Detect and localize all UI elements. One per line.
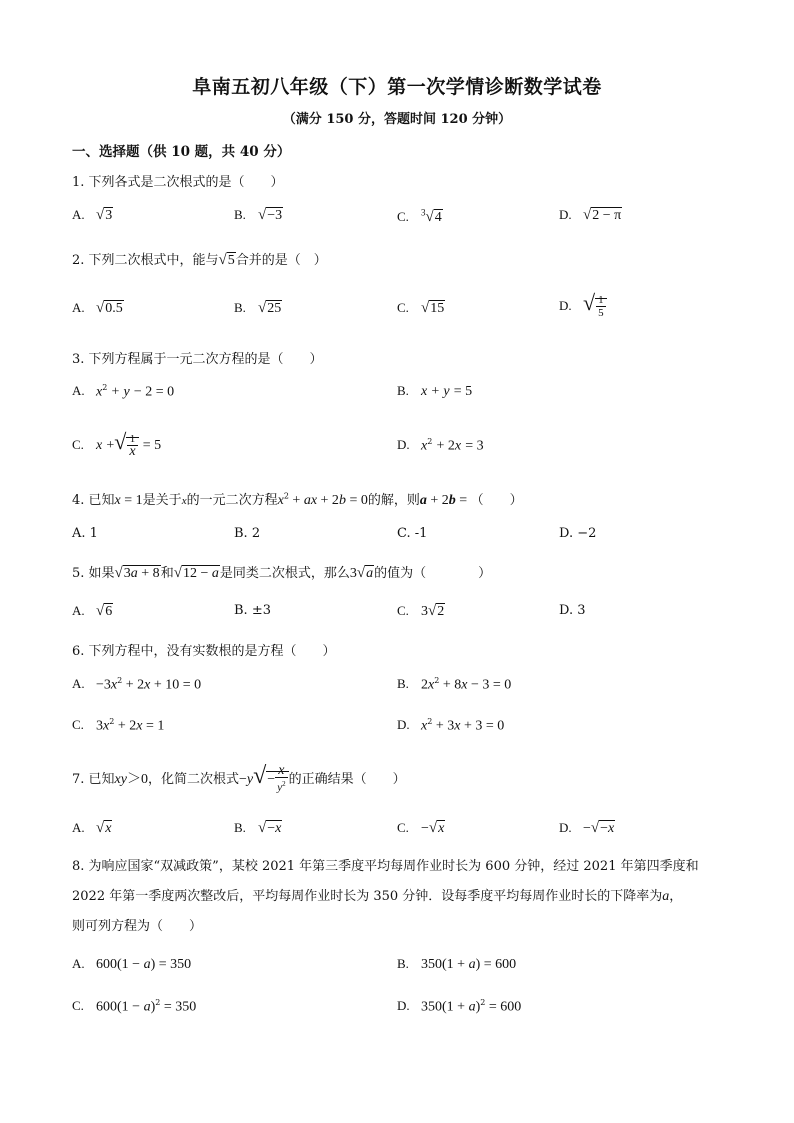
option-d: D. −2: [559, 526, 597, 541]
question-5-options: [72, 603, 732, 623]
section-heading: 一、选择题（供 10 题，共 40 分）: [72, 144, 291, 160]
question-2-options: [72, 290, 732, 320]
question-4-stem: 4. 已知x = 1是关于x的一元二次方程$x^2$ + ax + 2b = 0的解，则a + 2b = （ ）: [72, 491, 523, 508]
option-a: A. √6: [72, 603, 113, 619]
question-6-options-cd: [72, 717, 732, 737]
option-b: B. x + y = 5: [397, 383, 473, 399]
question-3-stem: 3. 下列方程属于一元二次方程的是（ ）: [72, 352, 323, 367]
option-c: C. $^3$√4: [397, 207, 442, 225]
option-c: C. −√x: [397, 820, 445, 836]
option-d: D. √ $\frac{1}{5}$: [559, 290, 607, 319]
option-a: A. $x^2 + y - 2 = 0$: [72, 383, 175, 400]
option-d: D. 3: [559, 603, 586, 618]
page-title: 阜南五初八年级（下）第一次学情诊断数学试卷: [192, 76, 602, 98]
question-6-stem: 6. 下列方程中，没有实数根的是方程（ ）: [72, 644, 336, 659]
option-a: A. √x: [72, 820, 112, 836]
option-d: D. √2 − π: [559, 207, 622, 223]
option-d: D. −√−x: [559, 820, 615, 836]
option-c: C. √15: [397, 300, 445, 316]
option-a: A. $-3x^2 + 2x + 10 = 0$: [72, 676, 202, 693]
option-d: D. $x^2 + 3x + 3 = 0$: [397, 717, 505, 734]
question-4-options: [72, 526, 732, 546]
page-subtitle: （满分 150 分，答题时间 120 分钟）: [282, 112, 512, 127]
question-5-stem: 5. 如果√3a + 8和√12 − a是同类二次根式，那么3√a的值为（ ）: [72, 565, 492, 581]
question-2-stem: 2. 下列二次根式中，能与√5合并的是（ ）: [72, 252, 327, 268]
option-b: B. √−x: [234, 820, 282, 836]
question-8-options-cd: [72, 998, 732, 1018]
option-c: C. 3√2: [397, 603, 445, 619]
option-c: C. $3x^2 + 2x = 1$: [72, 717, 165, 734]
option-a: A. 600(1 − a) = 350: [72, 956, 192, 972]
question-8-stem: 8. 为响应国家“双减政策”，某校 2021 年第三季度平均每周作业时长为 600 分钟，经过 2021 年第四季度和 2022 年第一季度两次整改后，平均每周作业时长为 350 分钟．设每季度平均每周作业时长的下降率为a， 则可列方程为（ ）: [72, 859, 699, 934]
question-8-options-ab: [72, 956, 732, 976]
option-a: A. √3: [72, 207, 113, 223]
question-1-stem: 1. 下列各式是二次根式的是（ ）: [72, 175, 284, 190]
question-1-options: [72, 207, 732, 227]
option-b: B. 2: [234, 526, 261, 541]
option-a: A. 1: [72, 526, 98, 541]
option-c: C. x +√ $\frac{1}{x}$ = 5: [72, 429, 162, 460]
option-b: B. ±3: [234, 603, 271, 618]
option-b: B. √25: [234, 300, 282, 316]
option-a: A. √0.5: [72, 300, 123, 316]
option-c: C. $600(1 - a)^2 = 350$: [72, 998, 197, 1015]
question-7-stem: 7. 已知xy＞0，化简二次根式−y√− $\frac{x}{y^2}$ 的正确结果（ ）: [72, 763, 406, 795]
option-d: D. $350(1 + a)^2 = 600$: [397, 998, 522, 1015]
question-3-options-ab: [72, 383, 732, 403]
option-b: B. 350(1 + a) = 600: [397, 956, 517, 972]
option-d: D. $x^2 + 2x = 3$: [397, 437, 484, 454]
question-7-options: [72, 820, 732, 840]
option-c: C. -1: [397, 526, 428, 541]
option-b: B. $2x^2 + 8x - 3 = 0$: [397, 676, 512, 693]
question-6-options-ab: [72, 676, 732, 696]
question-3-options-cd: [72, 429, 732, 460]
option-b: B. √−3: [234, 207, 283, 223]
